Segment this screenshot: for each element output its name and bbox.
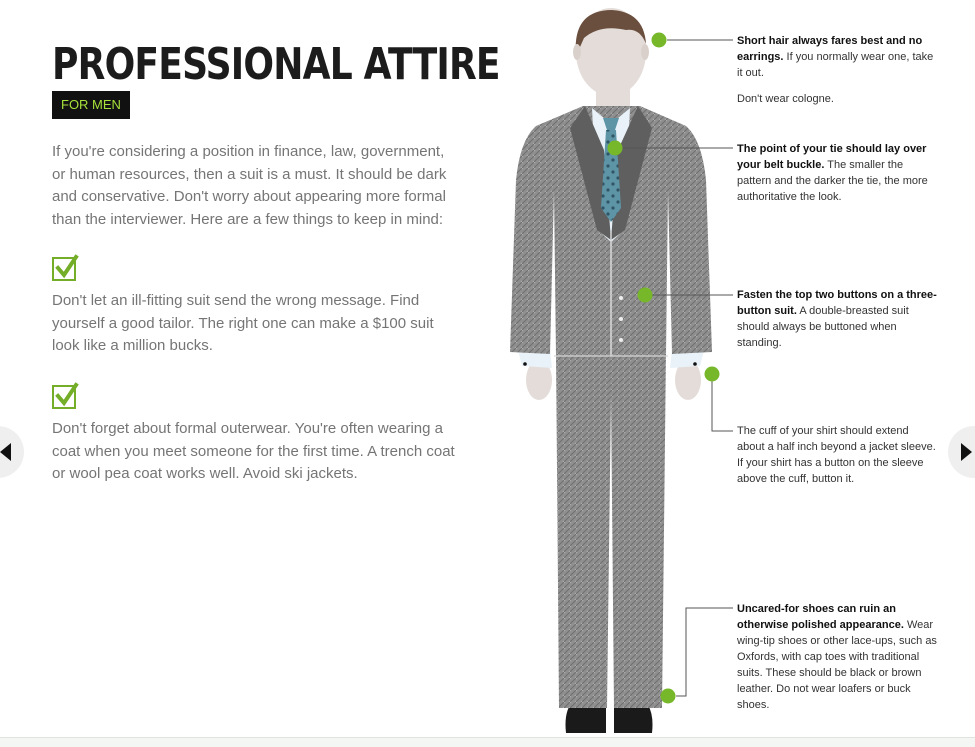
page-title: PROFESSIONAL ATTIRE (52, 39, 500, 90)
right-shoe (614, 705, 653, 733)
chevron-right-icon (960, 443, 972, 461)
note-buttons: Fasten the top two buttons on a three-button suit. A double-breasted suit should always be buttoned when standing. (737, 289, 937, 349)
chevron-left-icon (0, 443, 12, 461)
jacket-button (619, 296, 623, 300)
left-shoe (566, 705, 607, 733)
tip-tailor-text: Don't let an ill-fitting suit send the wrong message. Find yourself a good tailor. The right one can make a $100 suit look like a million bucks. (52, 292, 434, 354)
note-hair: Short hair always fares best and no earrings. If you normally wear one, take it out. (737, 35, 934, 79)
intro-paragraph: If you're considering a position in finance, law, government, or human resources, then a suit is a must. It should be dark and conservative. Don't worry about appearing more formal than the interviewer. Here are a few things to keep in mind: (52, 143, 447, 228)
note-cuff: The cuff of your shirt should extend about a half inch beyond a jacket sleeve. If your shirt has a button on the sleeve above the cuff, button it. (737, 425, 936, 485)
suited-man-illustration (500, 0, 730, 740)
jacket-button (619, 317, 623, 321)
next-slide-button[interactable] (948, 426, 975, 478)
note-shoes: Uncared-for shoes can ruin an otherwise polished appearance. Wear wing-tip shoes or other lace-ups, such as Oxfords, with cap toes with traditional suits. These should be black or brown leather. Do not wear loafers or buck shoes. (737, 603, 937, 711)
note-tie: The point of your tie should lay over your belt buckle. The smaller the pattern and the darker the tie, the more authoritative the look. (737, 143, 928, 203)
jacket-button (619, 338, 623, 342)
tip-outerwear-text: Don't forget about formal outerwear. You're often wearing a coat when you meet someone for the first time. A trench coat or wool pea coat works well. Avoid ski jackets. (52, 420, 455, 482)
subtitle-tag: FOR MEN (52, 91, 130, 119)
note-hair-cologne: Don't wear cologne. (737, 93, 834, 105)
trousers (556, 350, 666, 708)
previous-slide-button[interactable] (0, 426, 24, 478)
checkbox-checked-icon (52, 385, 76, 409)
checkbox-checked-icon (52, 257, 76, 281)
